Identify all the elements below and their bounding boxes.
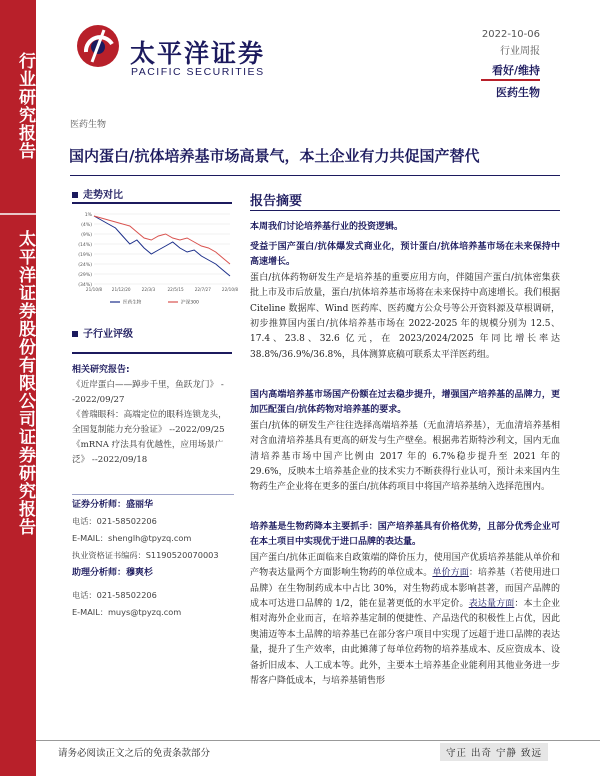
summary-paragraph-1 (250, 240, 560, 363)
footer-disclaimer: 请务必阅读正文之后的免责条款部分 (58, 748, 211, 759)
paragraph-1-body: 蛋白/抗体药物研发生产是培养基的重要应用方向，伴随国产蛋白/抗体密集获批上市及市后放量，蛋白/抗体培养基市场将在未来保持中高速增长。我们根据 Citeline 数据库、Wind 医药库、医药魔方公众号等公开资料源及草根调研，初步推算国内蛋白/抗体培养基市场在 2022-2025 年的规模分别为 12.5、17.4、23.8、32.6 亿元，在 2023/2024/2025 年同比增长率达 38.8%/36.9%/36.8%，具体测算底稿可联系太平洋医药组。 (250, 272, 560, 360)
sector-label: 医药生物 (496, 86, 540, 99)
paragraph-2-body: 蛋白/抗体的研发生产往往选择高端培养基（无血清培养基），无血清培养基相对含血清培养基具有更高的研发与生产壁垒。根据弗若斯特沙利文，国内无血清培养基市场中国产比例由 2017 年的 6.7%稳步提升至 2021 年的 29.6%，反映本土培养基企业的技术实力不断获得行业认可，预计未来国内生物药生产企业将在更多的蛋白/抗体药项目中将国产培养基纳入选择范围内。 (250, 420, 560, 493)
assistant-phone: 电话：021-58502206 (72, 590, 157, 600)
x-tick-label: 22/10/8 (221, 287, 239, 292)
report-type: 行业周报 (500, 46, 540, 57)
analyst-phone: 电话：021-58502206 (72, 516, 157, 526)
x-tick-label: 22/5/15 (167, 287, 184, 292)
y-tick-label: (34%) (78, 282, 92, 288)
paragraph-3-body: 国产蛋白/抗体正面临来自政策端的降价压力，使用国产优质培养基能从单价和产物表达量两个方面影响生物药的单位成本。单价方面：培养基（若使用进口品牌）在生物制药成本中占比 30%，对生物药成本影响甚著，而国产品牌的成本可达进口品牌的 1/2，能在显著更低的水平定价。表达量方面：本土企业相对海外企业而言，在培养基定制的便捷性、产品迭代的积极性上占优，因此奥浦迈等本土品牌的培养基已在部分客户项目中实现了远超于进口品牌的表达量，提升了生产效率，由此摊薄了每单位药物的培养基成本、反应资成本、设备折旧成本、人工成本等。此外，主要本土培养基企业能利用其他业务进一步帮客户降低成本，与培养基销售形 (250, 552, 560, 687)
x-tick-label: 21/10/8 (85, 287, 103, 292)
analyst-heading: 证券分析师：盛丽华 (72, 500, 154, 510)
x-tick-label: 22/7/27 (194, 287, 211, 292)
analyst-block (72, 490, 234, 621)
y-tick-label: 1% (84, 212, 92, 218)
trend-rule (72, 202, 232, 204)
brand-logo-icon (74, 22, 122, 70)
footer-motto: 守正 出奇 宁静 致远 (440, 743, 548, 761)
related-reports (72, 363, 234, 468)
legend-label: 沪深300 (181, 300, 199, 306)
y-tick-label: (4%) (81, 222, 92, 228)
series-line (94, 216, 230, 264)
summary-rule (250, 210, 560, 211)
assistant-name: 穆爽杉 (126, 568, 154, 578)
x-tick-label: 21/12/20 (111, 287, 131, 292)
summary-intro: 本周我们讨论培养基行业的投资逻辑。 (250, 222, 404, 232)
y-tick-label: (14%) (78, 242, 92, 248)
related-reports-title: 相关研究报告: (72, 365, 130, 375)
page-title: 国内蛋白/抗体培养基市场高景气，本土企业有力共促国产替代 (69, 147, 480, 165)
title-divider (70, 175, 560, 176)
analyst-email[interactable]: E-MAIL：shenglh@tpyzq.com (72, 533, 192, 543)
related-report-item[interactable]: 《近岸蛋白——踔步千里，鱼跃龙门》 --2022/09/27 (72, 380, 224, 405)
x-tick-label: 22/3/3 (141, 287, 156, 292)
footer-divider (36, 740, 600, 741)
brand-name-en: PACIFIC SECURITIES (131, 66, 265, 78)
analyst-license: 执业资格证书编码：S1190520070003 (72, 550, 219, 560)
y-tick-label: (29%) (78, 272, 92, 278)
paragraph-1-head: 受益于国产蛋白/抗体爆发式商业化，预计蛋白/抗体培养基市场在未来保持中高速增长。 (250, 242, 560, 268)
summary-paragraph-3 (250, 520, 560, 689)
report-date: 2022-10-06 (481, 29, 540, 40)
rating-label: 看好/维持 (491, 64, 540, 77)
square-bullet-icon (72, 331, 78, 337)
legend-label: 医药生物 (123, 300, 142, 306)
sub-rating-rule (72, 352, 232, 354)
brand-name-cn: 太平洋证券 (130, 39, 266, 68)
trend-heading: 走势对比 (72, 186, 123, 201)
related-report-item[interactable]: 《mRNA 疗法具有优越性，应用场景广泛》 --2022/09/18 (72, 440, 224, 465)
analyst-divider (72, 494, 234, 495)
analyst-name: 盛丽华 (126, 500, 154, 510)
side-section-label: 行业研究报告 (15, 52, 35, 160)
sub-rating-heading: 子行业评级 (72, 325, 133, 340)
summary-heading: 报告摘要 (250, 194, 303, 209)
y-tick-label: (9%) (81, 232, 92, 238)
summary-paragraph-2 (250, 388, 560, 496)
assistant-email[interactable]: E-MAIL：muys@tpyzq.com (72, 607, 182, 617)
assistant-heading: 助理分析师：穆爽杉 (72, 568, 154, 578)
side-company-label: 太平洋证券股份有限公司证券研究报告 (15, 230, 35, 536)
paragraph-3-head: 培养基是生物药降本主要抓手：国产培养基具有价格优势，且部分优秀企业可在本土项目中实现优于进口品牌的表达量。 (250, 522, 560, 548)
category-label: 医药生物 (70, 120, 107, 130)
y-tick-label: (24%) (78, 262, 92, 268)
trend-chart (72, 208, 239, 308)
related-report-item[interactable]: 《普瑞眼科：高端定位的眼科连锁龙头，全国复制能力充分验证》 --2022/09/25 (72, 410, 227, 435)
series-line (94, 216, 230, 276)
square-bullet-icon (72, 192, 78, 198)
report-meta (482, 26, 540, 60)
paragraph-2-head: 国内高端培养基市场国产份额在过去稳步提升，增强国产培养基的品牌力，更加匹配蛋白/抗体药物对培养基的要求。 (250, 390, 560, 416)
y-tick-label: (19%) (78, 252, 92, 258)
rating-underline (481, 79, 540, 81)
